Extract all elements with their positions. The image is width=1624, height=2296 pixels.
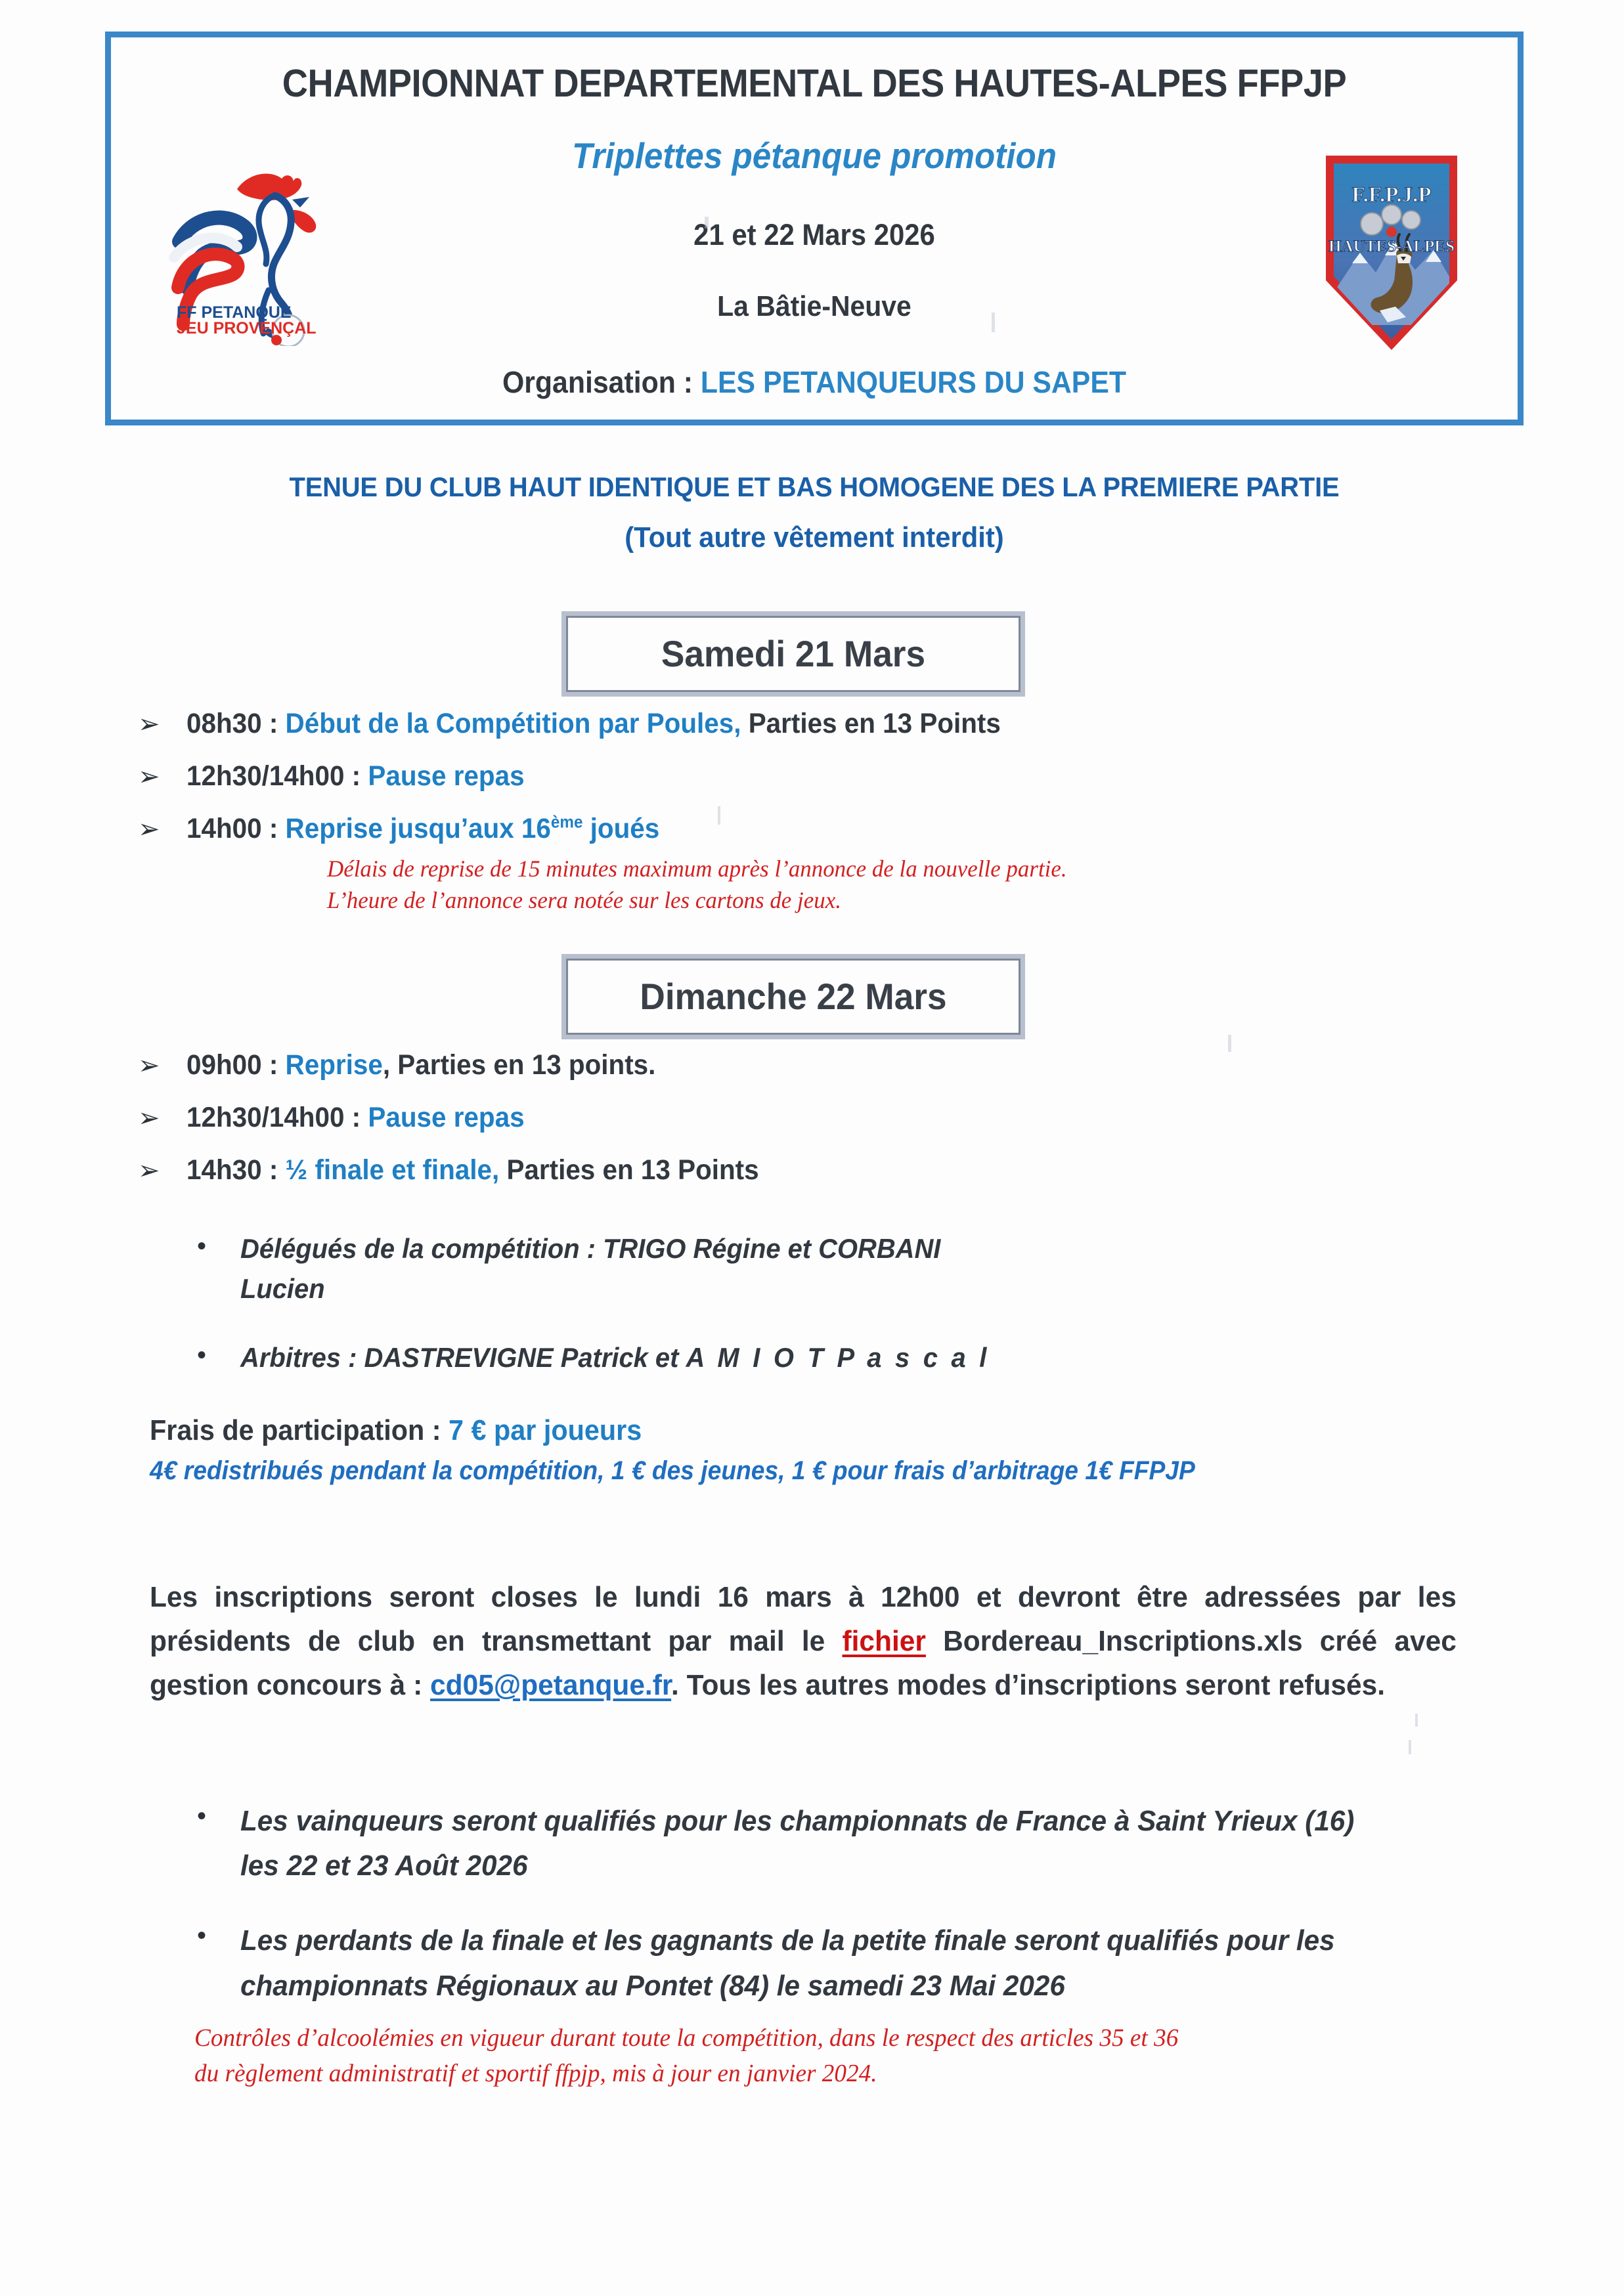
schedule-row: [138, 708, 1491, 739]
registration-part-2: Bordereau_Inscriptions.xls créé avec gestion concours à :: [150, 1624, 1457, 1701]
svg-text:JEU PROVENÇAL: JEU PROVENÇAL: [177, 319, 317, 337]
registration-file-keyword: fichier: [842, 1624, 926, 1657]
alcohol-notice-line-2: du règlement administratif et sportif ffpjp, mis à jour en janvier 2024.: [194, 2059, 877, 2087]
schedule-row-text: [187, 1102, 525, 1133]
arrow-bullet-icon: ➢: [138, 762, 160, 792]
officials-list: [197, 1229, 1484, 1407]
schedule-highlight: ½ finale et finale,: [285, 1154, 500, 1186]
schedule-highlight: Reprise: [285, 1049, 383, 1081]
dress-code-notice: [105, 471, 1524, 554]
dress-code-line-2: (Tout autre vêtement interdit): [625, 521, 1004, 553]
list-item: [197, 1229, 1484, 1309]
delegates-line-2: Lucien: [240, 1272, 325, 1304]
schedule-highlight: Pause repas: [368, 1102, 525, 1134]
schedule-highlight-2: joués: [582, 813, 660, 845]
list-item: [197, 1338, 1484, 1378]
schedule-row: [138, 1049, 1491, 1081]
page-title: CHAMPIONNAT DEPARTEMENTAL DES HAUTES-ALPES FFPJP: [282, 62, 1347, 105]
svg-text:FF PETANQUE: FF PETANQUE: [177, 303, 292, 322]
schedule-time: 08h30 :: [187, 708, 286, 739]
schedule-saturday: [138, 708, 1491, 865]
arrow-bullet-icon: ➢: [138, 1104, 160, 1133]
schedule-highlight: Pause repas: [368, 760, 525, 792]
day-heading-sunday: [566, 959, 1020, 1035]
schedule-row-text: [187, 708, 1001, 739]
alcohol-control-notice: [194, 2021, 1481, 2092]
schedule-sunday: [138, 1049, 1491, 1207]
day-heading-saturday-label: Samedi 21 Mars: [661, 633, 926, 674]
organisation-name: LES PETANQUEURS DU SAPET: [700, 365, 1126, 399]
event-subtitle: Triplettes pétanque promotion: [572, 135, 1057, 176]
dot-bullet-icon: •: [197, 1802, 207, 1830]
qualification-item-text: Les perdants de la finale et les gagnants de la petite finale seront qualifiés pour les championnats Régionaux au Pontet (84) le samedi 23 Mai 2026: [240, 1924, 1335, 2002]
scan-artifact: [718, 806, 720, 825]
list-item: [197, 1799, 1510, 1888]
saturday-delay-note-line-1: Délais de reprise de 15 minutes maximum après l’annonce de la nouvelle partie.: [327, 856, 1067, 882]
list-item: [197, 1918, 1510, 2008]
registration-email-link[interactable]: cd05@petanque.fr: [430, 1668, 672, 1701]
schedule-time: 12h30/14h00 :: [187, 1102, 368, 1134]
fees-amount: 7 € par joueurs: [449, 1414, 642, 1446]
fees-main-line: [150, 1414, 1421, 1447]
referee-name-spaced: A M I O T P a s c a l: [686, 1341, 990, 1373]
arrow-bullet-icon: ➢: [138, 815, 160, 844]
arrow-bullet-icon: ➢: [138, 710, 160, 739]
arrow-bullet-icon: ➢: [138, 1051, 160, 1080]
svg-text:HAUTES-ALPES: HAUTES-ALPES: [1328, 238, 1455, 255]
fees-label: Frais de participation :: [150, 1414, 449, 1446]
organisation-line: [160, 364, 1468, 400]
schedule-time: 14h30 :: [187, 1154, 286, 1186]
schedule-row-text: [187, 1049, 655, 1081]
schedule-rest: , Parties en 13 points.: [382, 1049, 656, 1081]
schedule-time: 12h30/14h00 :: [187, 760, 368, 792]
delegates-text: [240, 1229, 940, 1309]
schedule-highlight: Reprise jusqu’aux 16: [285, 813, 551, 845]
event-dates: 21 et 22 Mars 2026: [693, 218, 935, 251]
schedule-time: 14h00 :: [187, 813, 286, 845]
ffpjp-hautes-alpes-shield-icon: [1323, 154, 1460, 351]
schedule-rest: Parties en 13 Points: [741, 708, 1001, 739]
saturday-delay-note-line-2: L’heure de l’annonce sera notée sur les cartons de jeux.: [327, 886, 841, 913]
qualification-item-text: Les vainqueurs seront qualifiés pour les championnats de France à Saint Yrieux (16) les 22 et 23 Août 2026: [240, 1805, 1355, 1882]
delegates-line-1: Délégués de la compétition : TRIGO Régine et CORBANI: [240, 1233, 941, 1264]
schedule-row-text: [187, 813, 659, 844]
registration-part-1: Les inscriptions seront closes le lundi 16 mars à 12h00 et devront être adressées par les présidents de club en transmettant par mail le: [150, 1581, 1457, 1657]
dot-bullet-icon: •: [197, 1232, 207, 1261]
day-heading-sunday-label: Dimanche 22 Mars: [640, 976, 947, 1017]
arrow-bullet-icon: ➢: [138, 1156, 160, 1186]
day-heading-saturday: [566, 616, 1020, 692]
referees-label: Arbitres : DASTREVIGNE Patrick et: [240, 1341, 686, 1373]
svg-text:F.F.P.J.P: F.F.P.J.P: [1351, 183, 1432, 207]
schedule-row-text: [187, 760, 525, 792]
dress-code-line-1: TENUE DU CLUB HAUT IDENTIQUE ET BAS HOMOGENE DES LA PREMIERE PARTIE: [289, 471, 1340, 502]
schedule-row: [138, 1154, 1491, 1186]
schedule-ordinal-suffix: ème: [550, 813, 583, 832]
schedule-time: 09h00 :: [187, 1049, 286, 1081]
referees-text: [240, 1338, 990, 1378]
schedule-row: [138, 813, 1491, 844]
participation-fees: [150, 1414, 1503, 1486]
saturday-delay-note: [327, 854, 1067, 916]
schedule-row: [138, 760, 1491, 792]
scan-artifact: [992, 313, 995, 332]
schedule-row: [138, 1102, 1491, 1133]
qualification-list: [197, 1799, 1510, 2039]
scan-artifact: [1409, 1740, 1411, 1754]
registration-paragraph: [150, 1576, 1457, 1708]
scan-artifact: [1228, 1035, 1231, 1052]
header-box: [105, 32, 1524, 425]
header-inner: [111, 37, 1518, 420]
fees-breakdown: 4€ redistribués pendant la compétition, 1 € des jeunes, 1 € pour frais d’arbitrage 1€ FFPJP: [150, 1456, 1195, 1485]
schedule-row-text: [187, 1154, 759, 1186]
registration-part-3: . Tous les autres modes d’inscriptions seront refusés.: [671, 1668, 1386, 1701]
scan-artifact: [705, 217, 709, 228]
event-location: La Bâtie-Neuve: [717, 290, 911, 322]
dot-bullet-icon: •: [197, 1340, 207, 1370]
alcohol-notice-line-1: Contrôles d’alcoolémies en vigueur durant toute la compétition, dans le respect des articles 35 et 36: [194, 2024, 1179, 2052]
dot-bullet-icon: •: [197, 1921, 207, 1951]
scan-artifact: [1415, 1714, 1418, 1727]
schedule-rest: Parties en 13 Points: [499, 1154, 759, 1186]
schedule-highlight: Début de la Compétition par Poules,: [285, 708, 741, 739]
organisation-label: Organisation :: [502, 365, 701, 399]
